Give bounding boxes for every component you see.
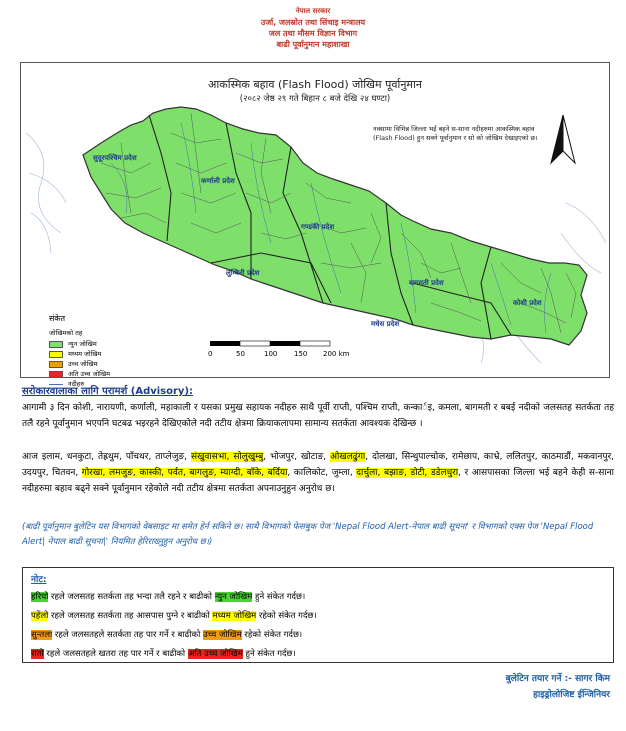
advisory-heading: सरोकारवालाका लागि परामर्श (Advisory): [22,386,194,397]
author-designation: हाइड्रोलोजिष्ट ईन्जिनियर [533,690,610,700]
note-text: रहले जलसतह सतर्कता तह आसपास पुग्ने र बाढीको [48,611,213,621]
note-text: रहले जलसतह सतर्कता तह भन्दा तलै रहने र बाढीको [48,592,215,602]
province-label-lumbini: लुम्बिनी प्रदेश [226,269,260,277]
note-color-red: रातो [31,649,44,659]
note-row-yellow [31,607,605,626]
district-text: , कालिकोट, जुम्ला, [287,468,357,478]
legend-label-river: नदीहरु [68,380,85,388]
legend-label-high: उच्च जोखिम [68,360,98,368]
note-row-green [31,588,605,607]
note-row-orange [31,626,605,645]
prepared-by: बुलेटिन तयार गर्ने :- सागर किम [505,674,610,684]
advisory-paragraph-rivers: आगामी ३ दिन कोशी, नारायणी, कर्णाली, महाकाली र यसका प्रमुख सहायक नदीहरु साथै पूर्वी राप्ती, पश्चिम राप्ती, कन्कार्इ, कमला, बागमती र बबई नदीको जलसतह सतर्कता तह तलै रहने पूर्वानुमान भएपनि घटबढ भइरहने देखिएकोले नदी तटीय क्षेत्रमा क्रियाकलापमा सामान्य सतर्कता आवश्यक देखिन्छ । [22,403,614,429]
district-highlight: दार्चुला, बझाङ, डोटी, डडेलधुरा [356,468,459,478]
district-text: , भोजपुर, खोटाङ, [263,452,331,462]
legend-label-low: न्युन जोखिम [68,340,97,348]
legend-swatch-medium [49,351,63,358]
legend-item-high [49,360,159,369]
district-highlight: ओखलढुंगा [330,452,366,462]
scale-tick-150: 150 [294,350,308,358]
note-color-yellow: पहेंलो [31,611,49,621]
note-text: रहले जलसतहले खतरा तह पार गर्ने र बाढीको [43,649,188,659]
note-row-red [31,645,605,664]
district-text: , र आसपासका जिल्ला भई बहने केही स-साना नदीहरुमा बहाव बढ्ने सक्ने पूर्वानुमान रहेकोले नदी तटीय क्षेत्रमा सतर्कता अपनाउनुहुन अनुरोध छ। [22,468,614,494]
note-text: हुने संकेत गर्दछ। [242,649,296,659]
map-legend [49,313,159,390]
letterhead-ministry: उर्जा, जलस्रोत तथा सिंचाइ मन्त्रालय [260,18,366,27]
note-text: रहले जलसतहले सतर्कता तह पार गर्ने र बाढीको [52,630,203,640]
scale-tick-0: 0 [208,350,213,358]
scale-tick-100: 100 [264,350,278,358]
legend-label-medium: मध्यम जोखिम [68,350,102,358]
map-title: आकस्मिक बहाव (Flash Flood) जोखिम पूर्वानुमान [208,78,422,91]
district-highlight: संखुवासभा, सोलुखुम्बु [190,452,264,462]
province-label-gandaki: गण्डकी प्रदेश [301,223,335,231]
note-risk-high: उच्च जोखिम [202,630,242,640]
note-color-orange: सुन्तला [31,630,53,640]
advisory-paragraph-districts [22,449,614,497]
province-label-madhesh: मधेस प्रदेश [371,320,400,328]
notes-box [22,567,614,663]
legend-label-very-high: अति उच्च जोखिम [68,370,111,378]
legend-swatch-very-high [49,371,63,378]
legend-swatch-high [49,361,63,368]
note-text: हुने संकेत गर्दछ। [252,592,306,602]
scale-bar [205,339,375,361]
district-text: , दोलखा, सिन्धुपाल्चोक, रामेछाप, काभ्रे, ललितपुर, काठमाडौं, मकवानपुर, उदयपुर, चितवन, [22,452,614,478]
map-note: नक्सामा विभिन्न जिल्ला भई बहने स-साना नदीहरुमा आकस्मिक बहाव (Flash Flood) हुन सक्ने पूर्वानुमान र सो को जोखिम देखाइएको छ। [373,125,538,142]
legend-item-very-high [49,370,159,379]
map-subtitle: (२०८२ जेष्ठ २९ गते बिहान ८ बजे देखि २४ घण्टा) [239,94,391,104]
bulletin-author [506,671,610,703]
north-arrow-icon [551,115,575,163]
advisory-paragraph-info: (बाढी पूर्वानुमान बुलेटिन यस विभागको वेबसाइट मा समेत हेर्न सकिने छ। साथै विभागको फेसबुक पेज 'Nepal Flood Alert-नेपाल बाढी सूचना' र विभागको एक्स पेज 'Nepal Flood Alert| नेपाल बाढी सूचना|' नियमित हेरिराख्नुहुन अनुरोध छ।) [22,522,594,547]
note-color-green: हरियो [31,592,49,602]
letterhead-division: बाढी पूर्वानुमान महाशाखा [276,40,350,49]
legend-swatch-low [49,341,63,348]
note-text: रहेको संकेत गर्दछ। [256,611,317,621]
scale-tick-200: 200 km [323,350,350,358]
scale-tick-50: 50 [236,350,245,358]
letterhead-department: जल तथा मौसम विज्ञान विभाग [268,29,358,38]
note-risk-medium: मध्यम जोखिम [212,611,257,621]
province-label-karnali: कर्णाली प्रदेश [201,177,235,185]
province-label-koshi: कोशी प्रदेश [513,299,542,307]
legend-title: संकेत [49,314,66,323]
letterhead [0,6,626,50]
province-label-sudurpashchim: सुदूरपश्चिम प्रदेश [93,154,137,162]
district-highlight: गोरखा, लमजुङ, कास्की, पर्वत, बागलुङ, म्याग्दी, बाँके, बर्दिया [81,468,288,478]
legend-item-medium [49,350,159,359]
letterhead-government: नेपाल सरकार [295,7,331,15]
notes-title: नोट: [31,575,47,585]
legend-subtitle: जोखिमको तह [49,329,83,337]
flash-flood-map [20,62,610,388]
note-text: रहेको संकेत गर्दछ। [241,630,303,640]
district-text: आज इलाम, धनकुटा, तेह्रथुम, पाँचथर, ताप्लेजुङ, [22,452,191,462]
province-label-bagmati: बागमती प्रदेश [409,279,444,287]
legend-item-low [49,340,159,349]
note-risk-low: न्युन जोखिम [214,592,253,602]
note-risk-very-high: अति उच्च जोखिम [187,649,243,659]
